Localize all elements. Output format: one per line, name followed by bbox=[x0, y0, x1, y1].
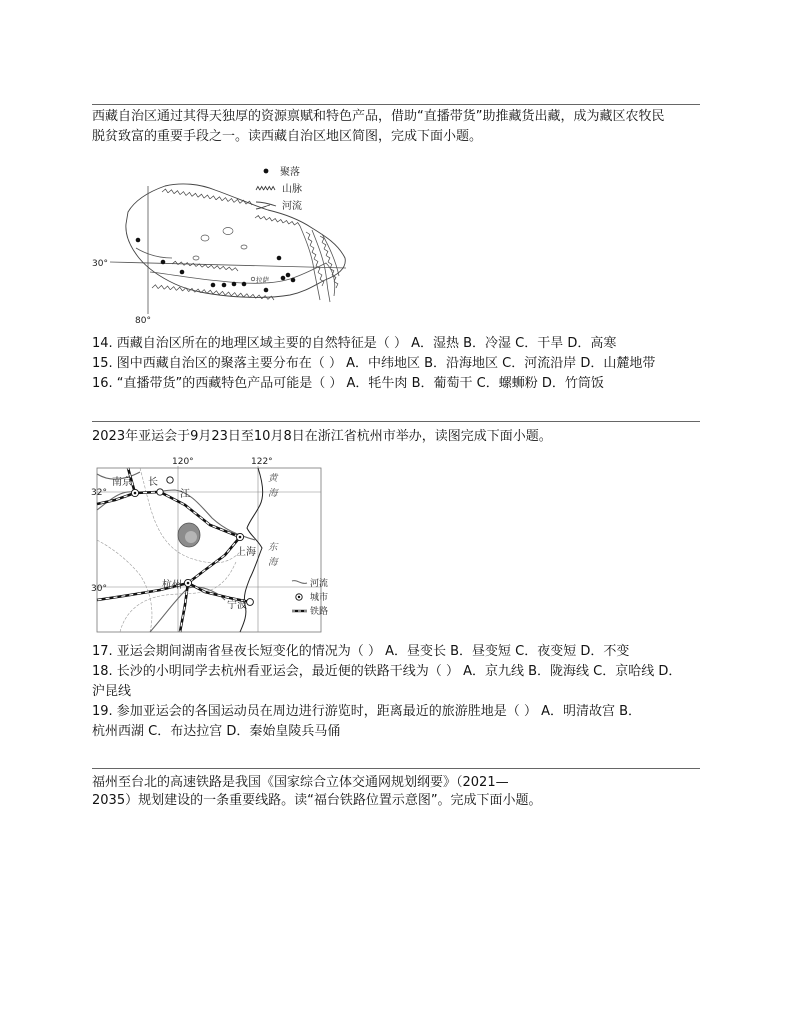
legend-settlement-label: 聚落 bbox=[280, 167, 300, 178]
lake bbox=[223, 228, 233, 235]
city-icon bbox=[247, 599, 254, 606]
tanggula-mountains bbox=[255, 216, 300, 227]
intro-line: 2023年亚运会于9月23日至10月8日在浙江省杭州市举办，读图完成下面小题。 bbox=[92, 429, 552, 444]
settlement-dot bbox=[264, 288, 269, 293]
settlement-dot bbox=[180, 270, 185, 275]
yellow-sea-label-1: 黄 bbox=[268, 473, 278, 484]
hangzhou-region-map bbox=[90, 452, 330, 636]
tibet-map-legend bbox=[256, 165, 302, 212]
province-boundaries bbox=[97, 468, 240, 632]
mountain-legend-icon bbox=[256, 187, 275, 191]
settlement-dot bbox=[211, 283, 216, 288]
lancang-river bbox=[312, 230, 330, 302]
yangtze-label-1: 长 bbox=[148, 477, 158, 488]
settlement-dot bbox=[281, 276, 286, 281]
settlement-dot bbox=[232, 282, 237, 287]
section3-intro bbox=[92, 774, 542, 810]
nanjing-label: 南京 bbox=[112, 477, 132, 488]
settlement-dot bbox=[277, 256, 282, 261]
lhasa-city-icon bbox=[251, 277, 255, 281]
shanghai-label: 上海 bbox=[236, 547, 256, 558]
lat-label-30: 30° bbox=[91, 584, 107, 594]
lake bbox=[241, 245, 247, 249]
city-icon bbox=[184, 579, 191, 586]
east-sea-label-1: 东 bbox=[268, 542, 278, 553]
question-18-continued: 沪昆线 bbox=[92, 684, 132, 699]
lake bbox=[201, 235, 209, 241]
settlement-dot bbox=[291, 278, 296, 283]
question-19-continued: 杭州西湖 C．布达拉宫 D．秦始皇陵兵马俑 bbox=[92, 724, 341, 739]
lon-label-120: 120° bbox=[172, 457, 194, 467]
legend-river-label: 河流 bbox=[282, 201, 302, 212]
legend-mountain-label: 山脉 bbox=[282, 184, 302, 195]
city-legend-icon-dot bbox=[298, 596, 300, 598]
intro-line: 2035）规划建设的一条重要线路。读“福台铁路位置示意图”。完成下面小题。 bbox=[92, 793, 542, 808]
longitude-label: 80° bbox=[135, 316, 151, 326]
settlement-dot bbox=[222, 283, 227, 288]
latitude-label: 30° bbox=[92, 259, 108, 269]
question-15: 15. 图中西藏自治区的聚落主要分布在（ ） A．中纬地区 B．沿海地区 C．河流沿岸 D．山麓地带 bbox=[92, 356, 656, 371]
lhasa-label: 拉萨 bbox=[256, 276, 269, 284]
lat-label-32: 32° bbox=[91, 488, 107, 498]
map-frame bbox=[97, 468, 321, 632]
city-icon bbox=[157, 489, 163, 495]
lake bbox=[193, 256, 199, 260]
lakes bbox=[193, 228, 247, 261]
legend-railway-label: 铁路 bbox=[310, 607, 329, 617]
settlement-dot bbox=[242, 282, 247, 287]
settlement-dot bbox=[286, 273, 291, 278]
intro-line: 脱贫致富的重要手段之一。读西藏自治区地区简图，完成下面小题。 bbox=[92, 129, 483, 144]
river bbox=[136, 248, 172, 258]
intro-line: 西藏自治区通过其得天独厚的资源禀赋和特色产品，借助“直播带货”助推藏货出藏，成为藏区农牧民 bbox=[92, 109, 665, 124]
question-16: 16. “直播带货”的西藏特色产品可能是（ ） A．牦牛肉 B．葡萄干 C．螺蛳粉 D．竹筒饭 bbox=[92, 376, 604, 391]
yangtze-label-2: 江 bbox=[180, 489, 190, 500]
section-divider bbox=[92, 768, 700, 769]
kunlun-mountains bbox=[162, 189, 252, 205]
section1-questions bbox=[92, 334, 655, 394]
city-icon bbox=[131, 489, 138, 496]
gangdise-mountains bbox=[172, 261, 238, 271]
settlement-dot bbox=[136, 238, 141, 243]
yellow-sea-label-2: 海 bbox=[268, 488, 278, 499]
settlement-legend-icon bbox=[264, 169, 269, 174]
intro-line: 福州至台北的高速铁路是我国《国家综合立体交通网规划纲要》（2021— bbox=[92, 775, 509, 790]
section2-intro bbox=[92, 427, 552, 447]
river-legend-icon bbox=[256, 202, 276, 209]
question-18: 18. 长沙的小明同学去杭州看亚运会，最近便的铁路干线为（ ） A．京九线 B．陇海线 C．京哈线 D． bbox=[92, 664, 682, 679]
yarlung-tsangpo-river bbox=[150, 263, 335, 296]
east-sea-label-2: 海 bbox=[268, 557, 278, 568]
ningbo-label: 宁波 bbox=[227, 600, 247, 611]
river-legend-icon bbox=[292, 581, 307, 584]
question-19: 19. 参加亚运会的各国运动员在周边进行游览时，距离最近的旅游胜地是（ ） A．明清故宫 B． bbox=[92, 704, 642, 719]
section2-questions bbox=[92, 642, 681, 742]
hangzhou-label: 杭州 bbox=[162, 580, 182, 591]
question-14: 14. 西藏自治区所在的地理区域主要的自然特征是（ ） A．湿热 B．冷湿 C．干旱 D．高寒 bbox=[92, 336, 617, 351]
legend-river-label: 河流 bbox=[310, 579, 329, 589]
lon-label-122: 122° bbox=[251, 457, 273, 467]
legend-city-label: 城市 bbox=[310, 593, 329, 603]
city-icon bbox=[167, 477, 173, 483]
section-divider bbox=[92, 104, 700, 105]
hangzhou-map-legend bbox=[292, 577, 328, 617]
section1-intro bbox=[92, 107, 664, 147]
tibet-map bbox=[92, 158, 354, 330]
question-17: 17. 亚运会期间湖南省昼夜长短变化的情况为（ ） A．昼变长 B．昼变短 C．夜变短 D．不变 bbox=[92, 644, 630, 659]
hengduan-mountains bbox=[306, 232, 324, 286]
taihu-lake-inner bbox=[185, 531, 197, 543]
graticule bbox=[97, 466, 321, 632]
section-divider bbox=[92, 421, 700, 422]
settlement-dot bbox=[161, 260, 166, 265]
city-icon bbox=[236, 533, 243, 540]
